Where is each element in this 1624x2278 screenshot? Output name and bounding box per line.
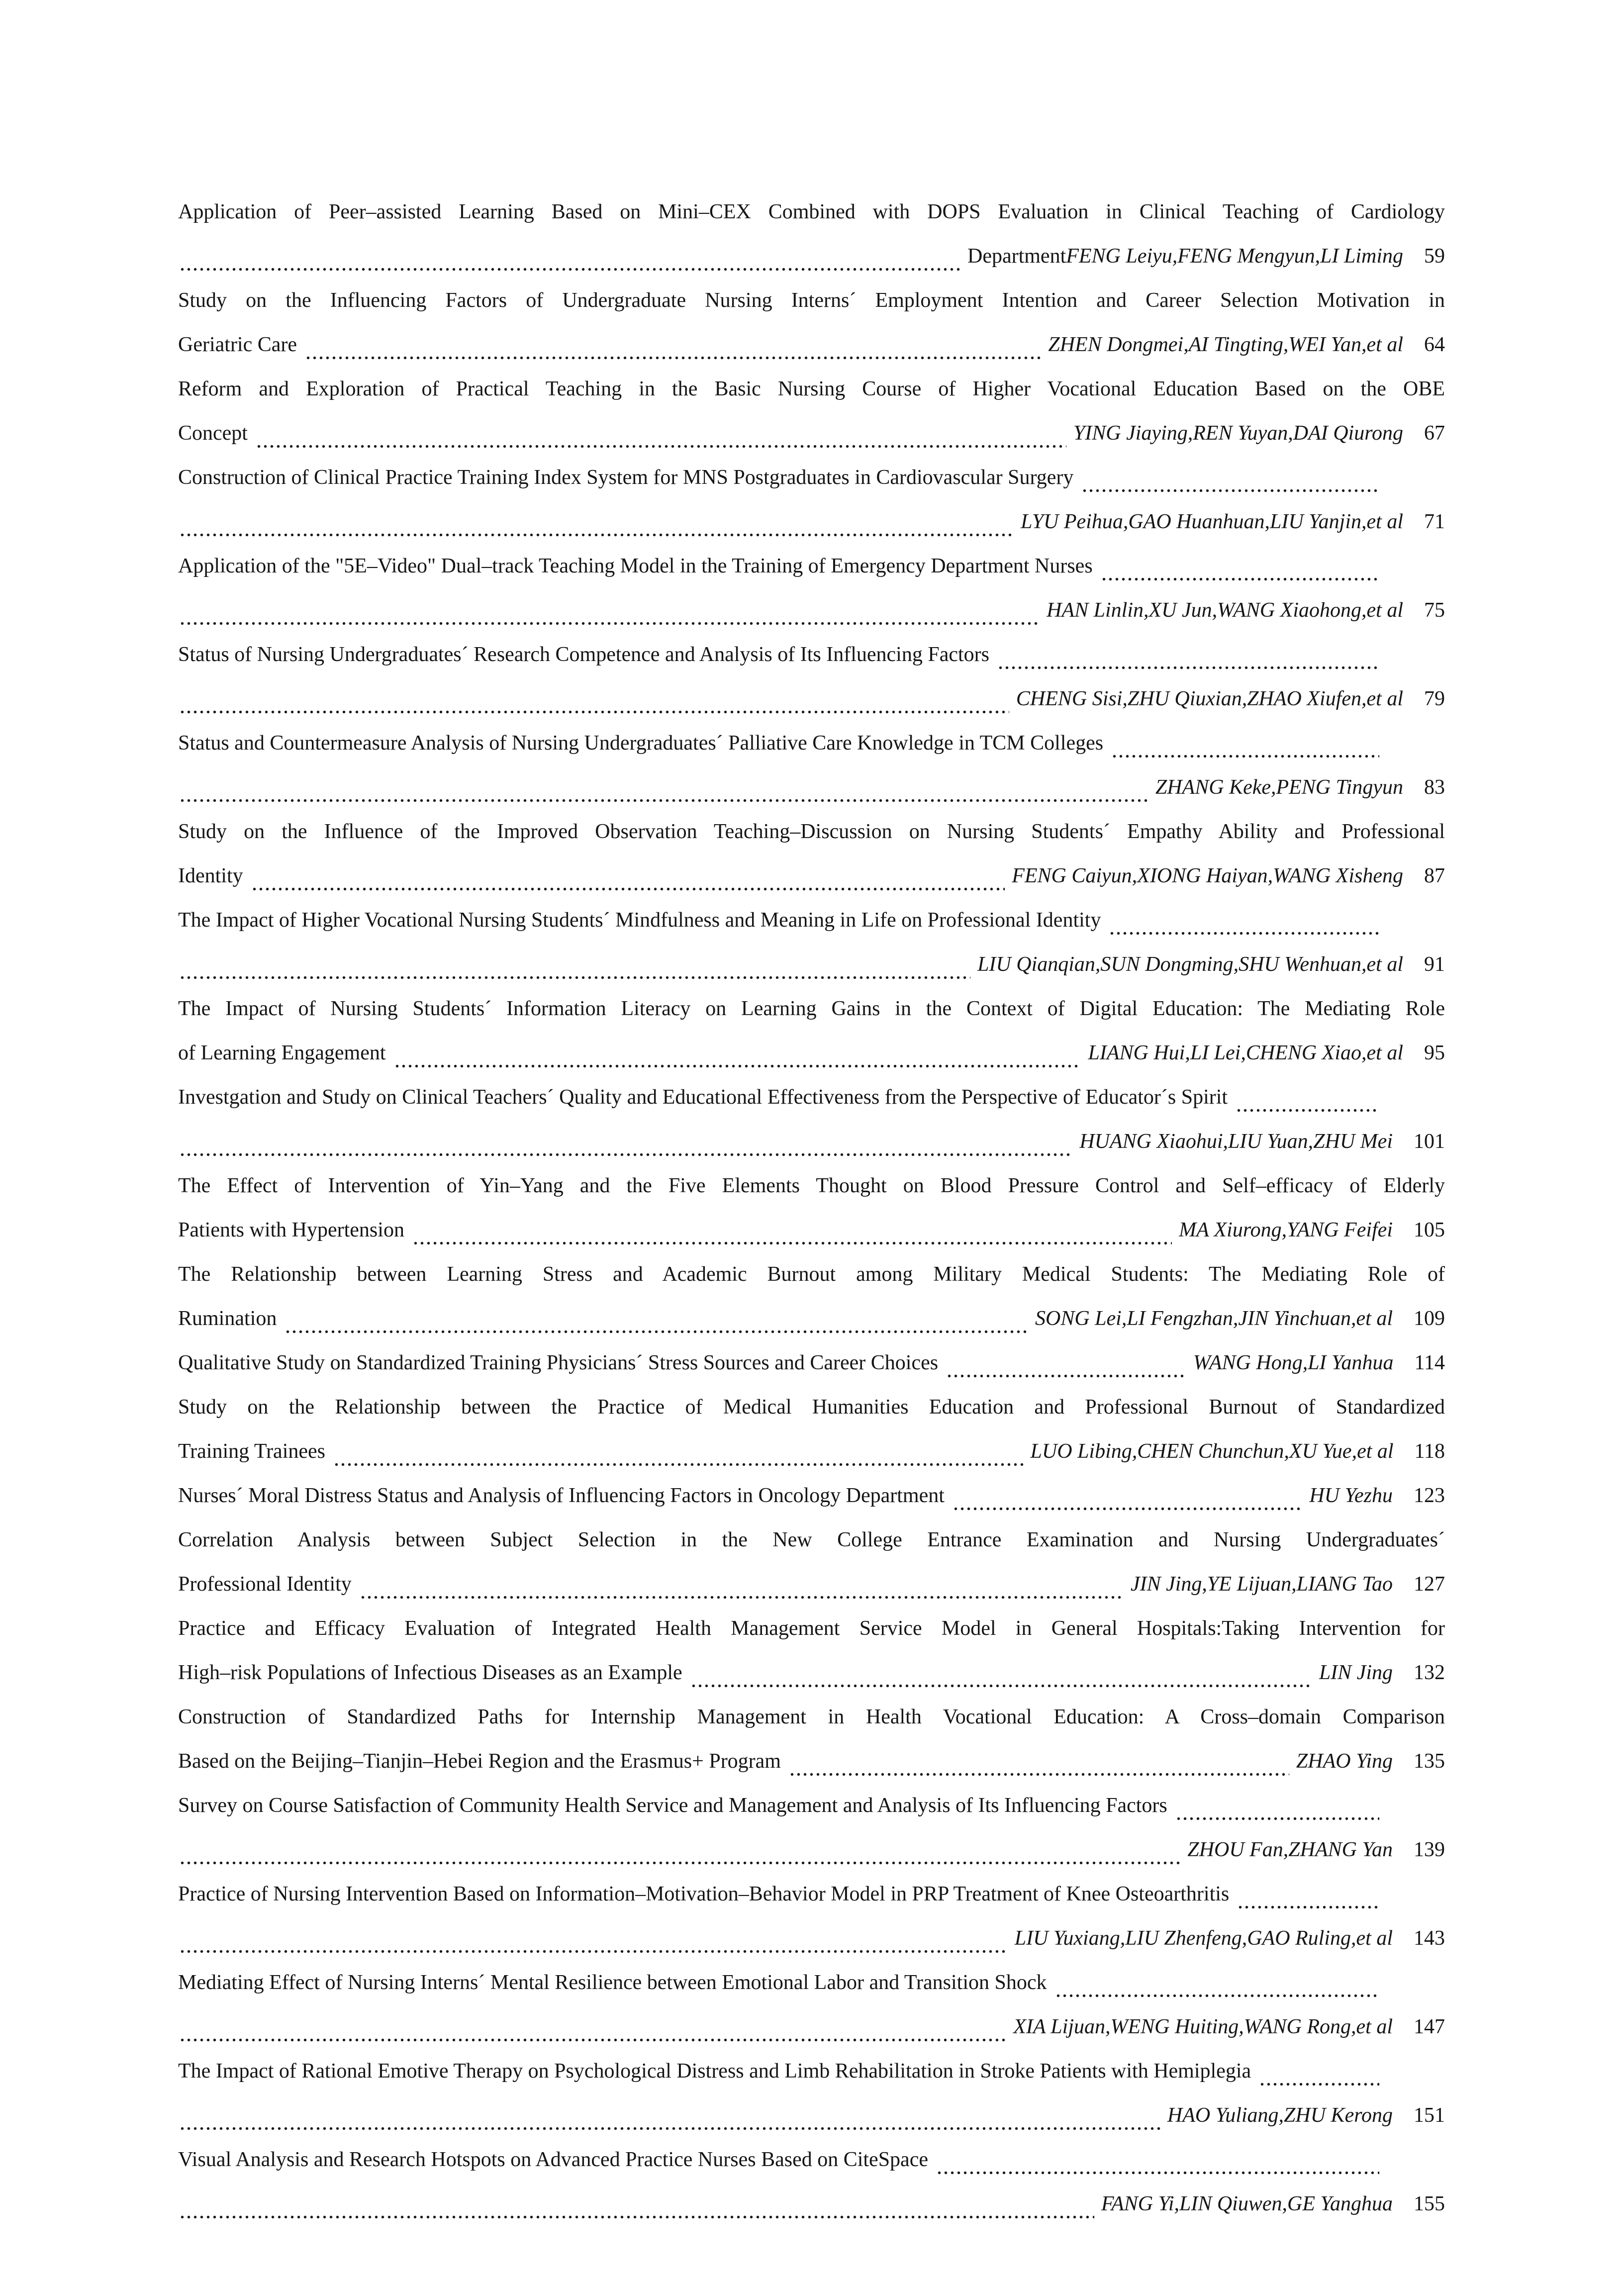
article-title-text: Status and Countermeasure Analysis of Nursing Undergraduates´ Palliative Care Knowledge in TCM Colleges [178, 732, 1104, 755]
page-number: 155 [1414, 2192, 1445, 2215]
author-list: LIN Jing [1319, 1661, 1393, 1684]
article-title-text: Professional Identity [178, 1573, 352, 1596]
article-title-line: Study on the Relationship between the Practice of Medical Humanities Education and Professional Burnout of Standardized [178, 1396, 1445, 1419]
page-number: 67 [1424, 422, 1445, 445]
toc-entry [178, 987, 1445, 1075]
article-title-line [178, 1784, 1445, 1828]
article-title-text: The Impact of Rational Emotive Therapy on Psychological Distress and Limb Rehabilitation in Stroke Patients with Hemiplegia [178, 2060, 1251, 2083]
article-title-text: Investgation and Study on Clinical Teachers´ Quality and Educational Effectiveness from the Perspective of Educator´s Spirit [178, 1086, 1228, 1109]
toc-entry-line [178, 1916, 1445, 1961]
toc-entry [178, 1164, 1445, 1252]
author-list: ZHOU Fan,ZHANG Yan [1187, 1838, 1393, 1861]
dot-leader [360, 1562, 1124, 1607]
article-title-line: Practice and Efficacy Evaluation of Integrated Health Management Service Model in General Hospitals:Taking Intervention for [178, 1617, 1445, 1640]
article-title-text: Nurses´ Moral Distress Status and Analysis of Influencing Factors in Oncology Department [178, 1484, 945, 1507]
page-number: 95 [1424, 1042, 1445, 1064]
article-title-text: High–risk Populations of Infectious Diseases as an Example [178, 1661, 682, 1684]
dot-leader [179, 500, 1014, 544]
dot-leader [789, 1739, 1289, 1784]
page-number: 127 [1414, 1573, 1445, 1596]
author-list: FENG Leiyu,FENG Mengyun,LI Liming [1066, 245, 1403, 268]
article-title-text: Geriatric Care [178, 333, 297, 356]
toc-entry-line [178, 323, 1445, 367]
page-number: 139 [1414, 1838, 1445, 1861]
article-title-line [178, 721, 1445, 765]
dot-leader [1236, 1075, 1379, 1120]
author-list: FANG Yi,LIN Qiuwen,GE Yanghua [1101, 2192, 1393, 2215]
dot-leader [946, 1341, 1186, 1385]
toc-entry [178, 1341, 1445, 1385]
article-title-tail: Department [967, 245, 1066, 268]
toc-entry [178, 2049, 1445, 2138]
dot-leader [1055, 1961, 1379, 2005]
dot-leader [1237, 1872, 1379, 1916]
page-number: 109 [1414, 1307, 1445, 1330]
dot-leader [251, 854, 1005, 898]
dot-leader [179, 1828, 1180, 1872]
dot-leader [179, 1120, 1072, 1164]
article-title-text: Qualitative Study on Standardized Training Physicians´ Stress Sources and Career Choices [178, 1351, 939, 1374]
article-title-text: Rumination [178, 1307, 277, 1330]
toc-entry-line [178, 1828, 1445, 1872]
author-list: MA Xiurong,YANG Feifei [1179, 1219, 1393, 1241]
toc-entry [178, 1607, 1445, 1695]
author-list: WANG Hong,LI Yanhua [1193, 1351, 1394, 1374]
article-title-text: of Learning Engagement [178, 1042, 386, 1064]
article-title-line: Study on the Influence of the Improved Observation Teaching–Discussion on Nursing Students´ Empathy Ability and Professional [178, 820, 1445, 843]
article-title-line [178, 1872, 1445, 1916]
dot-leader [256, 411, 1066, 456]
article-title-line: Construction of Standardized Paths for Internship Management in Health Vocational Education: A Cross–domain Comparison [178, 1706, 1445, 1728]
article-title-line [178, 2138, 1445, 2182]
dot-leader [690, 1651, 1312, 1695]
toc-entry [178, 810, 1445, 898]
article-title-line [178, 544, 1445, 588]
toc-entry [178, 190, 1445, 279]
dot-leader [936, 2138, 1379, 2182]
toc-entry [178, 1695, 1445, 1784]
article-title-text: Survey on Course Satisfaction of Community Health Service and Management and Analysis of Its Influencing Factors [178, 1794, 1167, 1817]
page-number: 101 [1414, 1130, 1445, 1153]
toc-entry [178, 1518, 1445, 1607]
toc-entry-line [178, 677, 1445, 721]
author-list: ZHEN Dongmei,AI Tingting,WEI Yan,et al [1048, 333, 1403, 356]
toc-entry [178, 367, 1445, 456]
toc-entry-line [178, 2093, 1445, 2138]
article-title-line [178, 633, 1445, 677]
article-title-text: Practice of Nursing Intervention Based on Information–Motivation–Behavior Model in PRP Treatment of Knee Osteoarthritis [178, 1883, 1230, 1905]
author-list: ZHANG Keke,PENG Tingyun [1155, 776, 1403, 799]
author-list: SONG Lei,LI Fengzhan,JIN Yinchuan,et al [1035, 1307, 1393, 1330]
article-title-text: The Impact of Higher Vocational Nursing Students´ Mindfulness and Meaning in Life on Professional Identity [178, 909, 1101, 932]
toc-entry [178, 898, 1445, 987]
author-list: HAN Linlin,XU Jun,WANG Xiaohong,et al [1047, 599, 1403, 622]
dot-leader [394, 1031, 1081, 1075]
dot-leader [179, 765, 1148, 810]
dot-leader [285, 1297, 1028, 1341]
article-title-text: Training Trainees [178, 1440, 325, 1463]
dot-leader [179, 2005, 1006, 2049]
toc-entry-line [178, 1031, 1445, 1075]
dot-leader [953, 1474, 1302, 1518]
page-number: 143 [1414, 1927, 1445, 1950]
page-number: 79 [1424, 687, 1445, 710]
article-title-line [178, 2049, 1445, 2093]
article-title-text: Application of the "5E–Video" Dual–track Teaching Model in the Training of Emergency Department Nurses [178, 555, 1093, 577]
page-number: 91 [1424, 953, 1445, 976]
page-number: 105 [1414, 1219, 1445, 1241]
author-list: HAO Yuliang,ZHU Kerong [1167, 2104, 1393, 2127]
dot-leader [1175, 1784, 1379, 1828]
dot-leader [1109, 898, 1379, 943]
toc-entry-line [178, 854, 1445, 898]
article-title-text: Concept [178, 422, 248, 445]
dot-leader [305, 323, 1041, 367]
dot-leader [179, 943, 970, 987]
dot-leader [1111, 721, 1379, 765]
article-title-line [178, 898, 1445, 943]
page-number: 118 [1414, 1440, 1445, 1463]
toc-entry-line [178, 411, 1445, 456]
toc-entry [178, 1075, 1445, 1164]
dot-leader [179, 1916, 1008, 1961]
article-title-line: The Impact of Nursing Students´ Information Literacy on Learning Gains in the Context of Digital Education: The Mediating Role [178, 997, 1445, 1020]
author-list: LIU Yuxiang,LIU Zhenfeng,GAO Ruling,et al [1014, 1927, 1393, 1950]
article-title-text: Patients with Hypertension [178, 1219, 404, 1241]
article-title-line: Reform and Exploration of Practical Teaching in the Basic Nursing Course of Higher Vocational Education Based on the OBE [178, 378, 1445, 400]
page-number: 64 [1424, 333, 1445, 356]
page-number: 71 [1424, 510, 1445, 533]
dot-leader [1101, 544, 1379, 588]
toc-entry [178, 456, 1445, 544]
author-list: YING Jiaying,REN Yuyan,DAI Qiurong [1073, 422, 1403, 445]
toc-entry-line [178, 1651, 1445, 1695]
page-number: 135 [1414, 1750, 1445, 1773]
dot-leader [179, 2093, 1160, 2138]
toc-entry [178, 1385, 1445, 1474]
author-list: FENG Caiyun,XIONG Haiyan,WANG Xisheng [1012, 864, 1403, 887]
dot-leader [179, 588, 1040, 633]
toc-entry-line [178, 1474, 1445, 1518]
article-title-line [178, 456, 1445, 500]
page-number: 75 [1424, 599, 1445, 622]
article-title-line: Study on the Influencing Factors of Undergraduate Nursing Interns´ Employment Intention and Career Selection Motivation in [178, 289, 1445, 312]
page-number: 147 [1414, 2015, 1445, 2038]
article-title-line [178, 1075, 1445, 1120]
article-title-text: Mediating Effect of Nursing Interns´ Mental Resilience between Emotional Labor and Transition Shock [178, 1971, 1047, 1994]
author-list: LYU Peihua,GAO Huanhuan,LIU Yanjin,et al [1021, 510, 1403, 533]
toc-entry-line [178, 1739, 1445, 1784]
dot-leader [179, 677, 1009, 721]
toc-entry-line [178, 1341, 1445, 1385]
page-number: 59 [1424, 245, 1445, 268]
toc-entry-line [178, 1120, 1445, 1164]
toc-entry [178, 633, 1445, 721]
toc-entry [178, 1474, 1445, 1518]
toc-entry [178, 1961, 1445, 2049]
toc-entry [178, 721, 1445, 810]
article-title-line: Correlation Analysis between Subject Selection in the New College Entrance Examination and Nursing Undergraduates´ [178, 1528, 1445, 1551]
article-title-text: Construction of Clinical Practice Training Index System for MNS Postgraduates in Cardiovascular Surgery [178, 466, 1074, 489]
toc-entry-line [178, 500, 1445, 544]
article-title-text: Based on the Beijing–Tianjin–Hebei Region and the Erasmus+ Program [178, 1750, 781, 1773]
page-number: 83 [1424, 776, 1445, 799]
dot-leader [179, 234, 960, 279]
article-title-line: Application of Peer–assisted Learning Based on Mini–CEX Combined with DOPS Evaluation in Clinical Teaching of Cardiology [178, 200, 1445, 223]
article-title-text: Identity [178, 864, 243, 887]
author-list: HUANG Xiaohui,LIU Yuan,ZHU Mei [1079, 1130, 1393, 1153]
article-title-line: The Relationship between Learning Stress and Academic Burnout among Military Medical Students: The Mediating Role of [178, 1263, 1445, 1286]
author-list: LIANG Hui,LI Lei,CHENG Xiao,et al [1088, 1042, 1403, 1064]
toc-entry [178, 544, 1445, 633]
page-number: 123 [1414, 1484, 1445, 1507]
article-title-line [178, 1961, 1445, 2005]
dot-leader [412, 1208, 1172, 1252]
article-title-line: The Effect of Intervention of Yin–Yang and the Five Elements Thought on Blood Pressure Control and Self–efficacy of Elderly [178, 1174, 1445, 1197]
dot-leader [997, 633, 1379, 677]
author-list: JIN Jing,YE Lijuan,LIANG Tao [1130, 1573, 1393, 1596]
author-list: LUO Libing,CHEN Chunchun,XU Yue,et al [1030, 1440, 1394, 1463]
toc-entry [178, 1252, 1445, 1341]
page-number: 151 [1414, 2104, 1445, 2127]
dot-leader [333, 1429, 1024, 1474]
toc-entry-line [178, 234, 1445, 279]
article-title-text: Status of Nursing Undergraduates´ Research Competence and Analysis of Its Influencing Factors [178, 643, 989, 666]
toc-entry-line [178, 2005, 1445, 2049]
toc-entry-line [178, 588, 1445, 633]
author-list: XIA Lijuan,WENG Huiting,WANG Rong,et al [1013, 2015, 1393, 2038]
toc-entry-line [178, 1208, 1445, 1252]
toc-entry-line [178, 1562, 1445, 1607]
dot-leader [1259, 2049, 1379, 2093]
author-list: HU Yezhu [1309, 1484, 1393, 1507]
page-number: 132 [1414, 1661, 1445, 1684]
page-number: 114 [1414, 1351, 1445, 1374]
author-list: CHENG Sisi,ZHU Qiuxian,ZHAO Xiufen,et al [1016, 687, 1403, 710]
dot-leader [1081, 456, 1379, 500]
dot-leader [179, 2182, 1094, 2226]
article-title-text: Visual Analysis and Research Hotspots on Advanced Practice Nurses Based on CiteSpace [178, 2148, 928, 2171]
toc-entry [178, 1872, 1445, 1961]
toc-entry-line [178, 2182, 1445, 2226]
toc-entry [178, 2138, 1445, 2226]
toc-entries [178, 190, 1445, 2226]
author-list: LIU Qianqian,SUN Dongming,SHU Wenhuan,et al [977, 953, 1403, 976]
toc-entry-line [178, 1297, 1445, 1341]
toc-entry-line [178, 943, 1445, 987]
toc-entry-line [178, 1429, 1445, 1474]
toc-entry [178, 279, 1445, 367]
page-number: 87 [1424, 864, 1445, 887]
toc-entry-line [178, 765, 1445, 810]
toc-entry [178, 1784, 1445, 1872]
author-list: ZHAO Ying [1296, 1750, 1393, 1773]
